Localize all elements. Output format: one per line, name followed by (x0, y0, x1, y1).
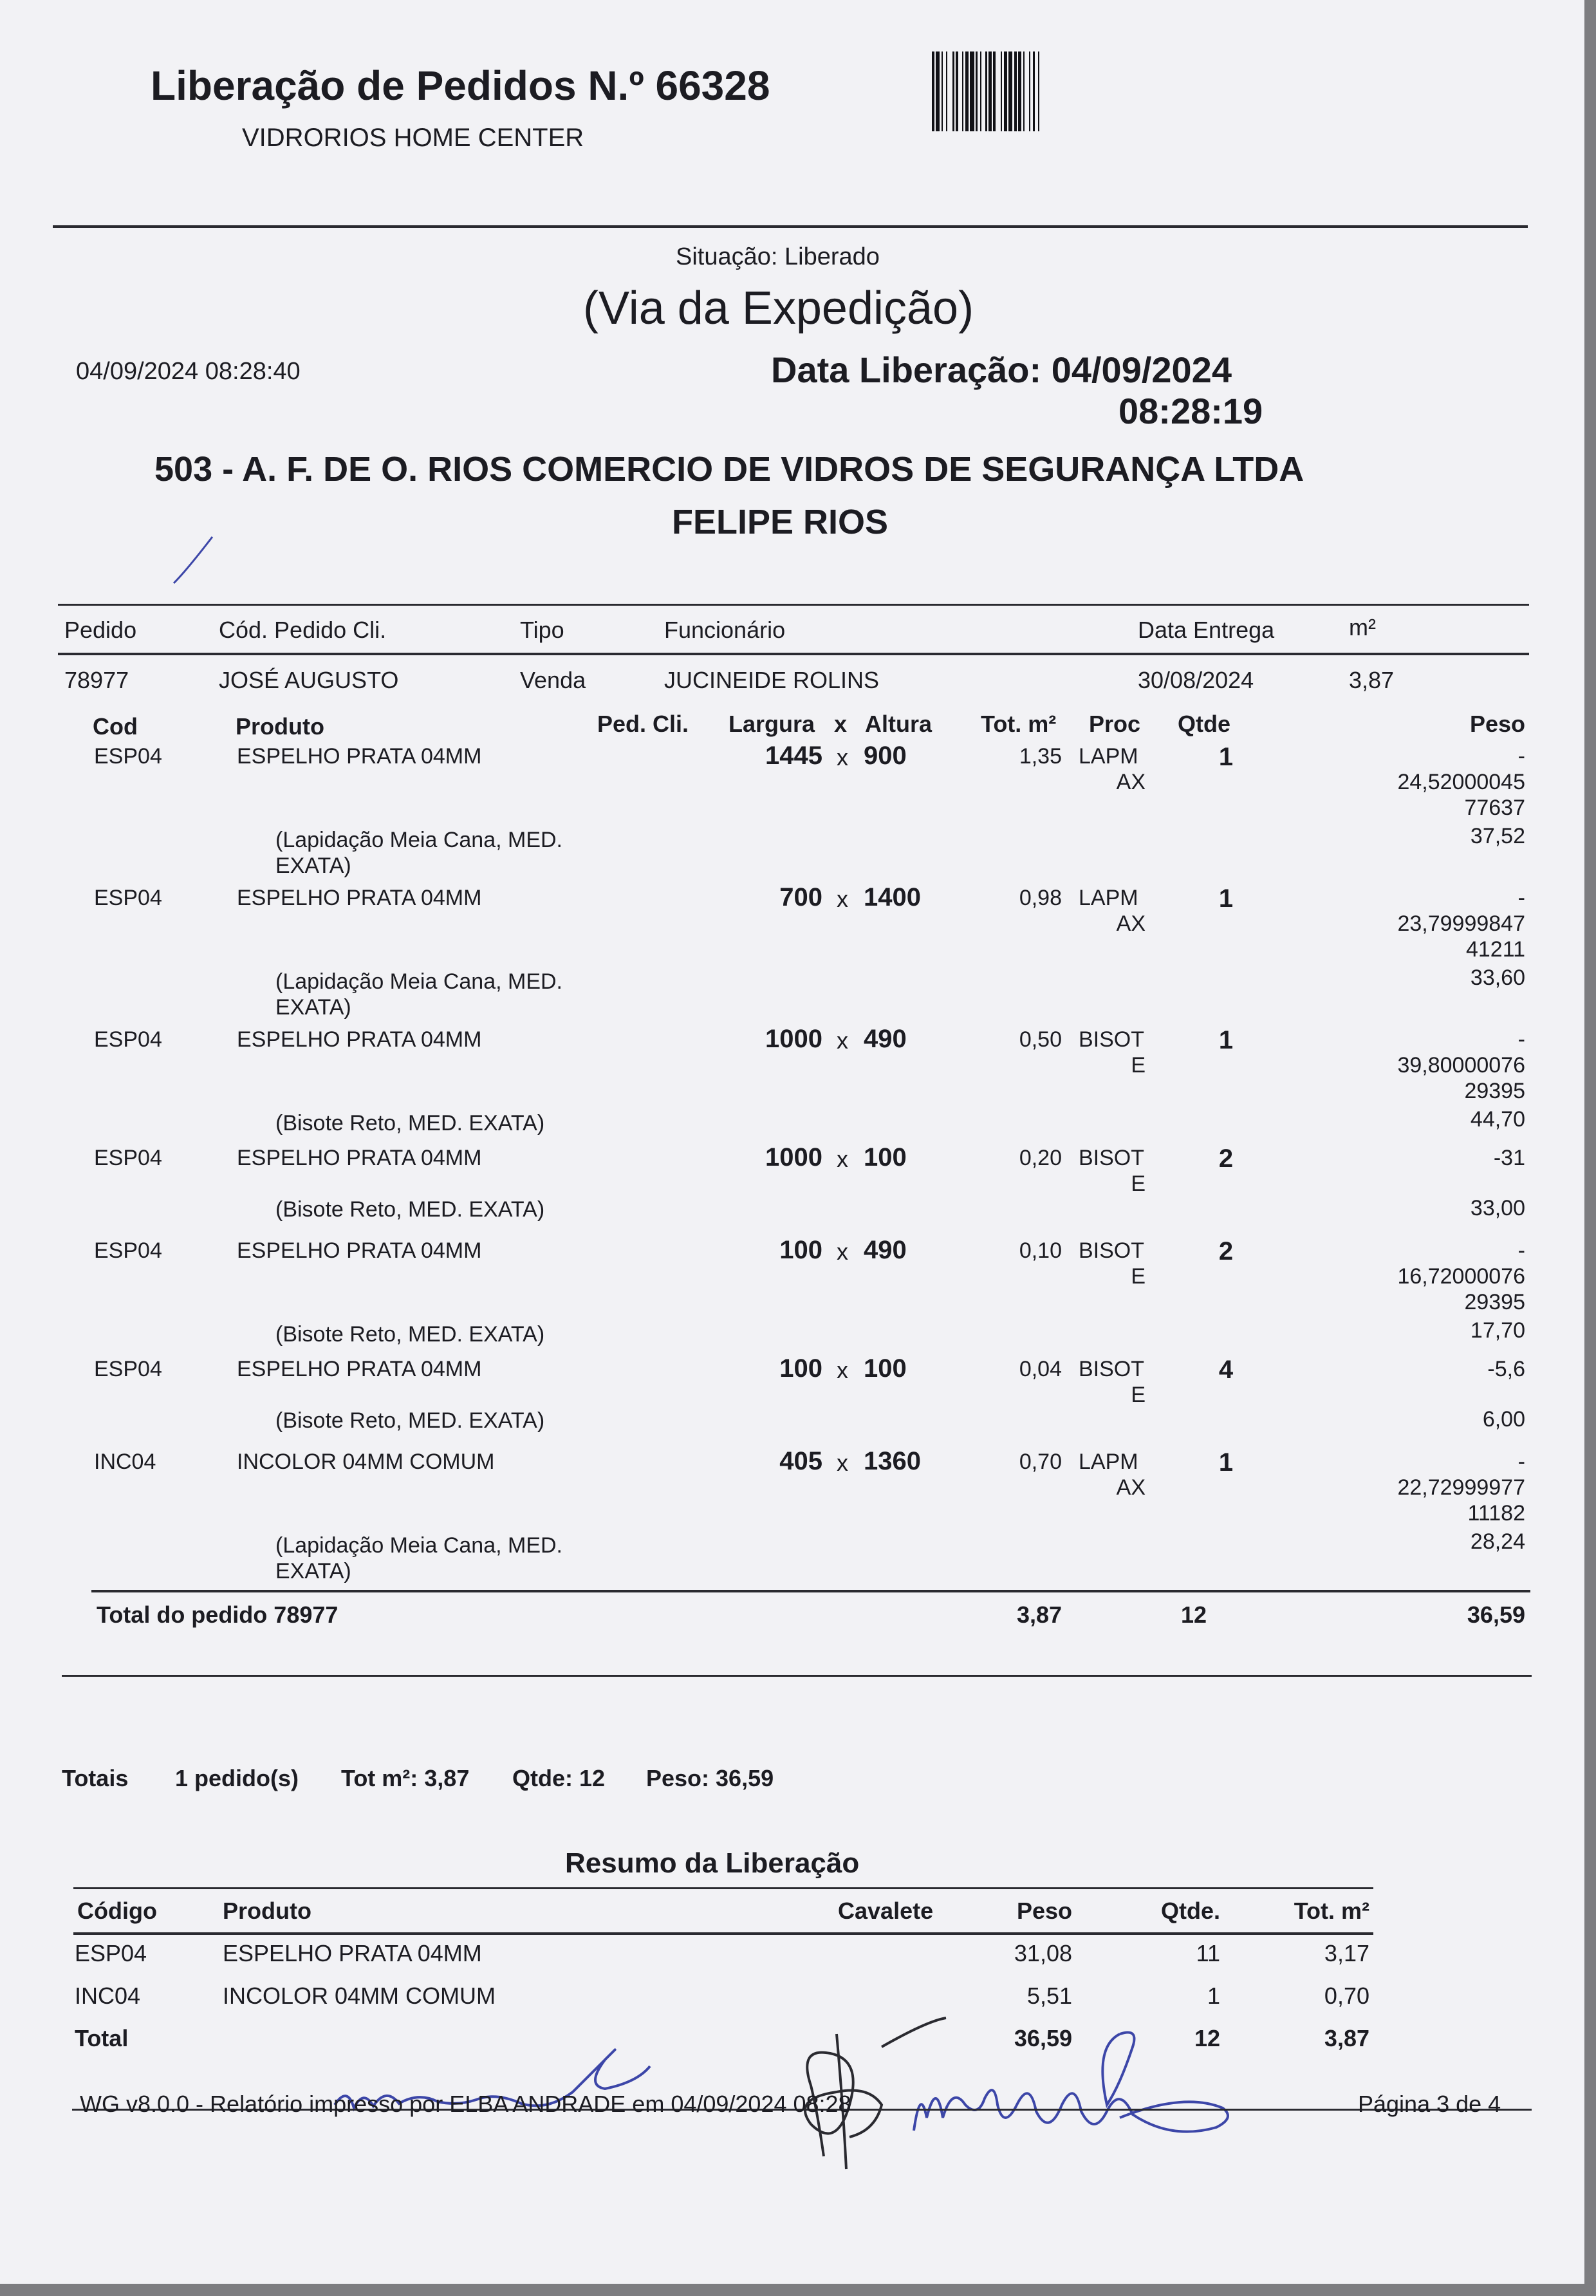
item-peso-line: 11182 (1467, 1501, 1525, 1526)
item-proc-line1: BISOT (1079, 1027, 1145, 1052)
item-tot-m2: 0,70 (1019, 1450, 1062, 1474)
item-product: ESPELHO PRATA 04MM (237, 1027, 482, 1052)
item-qtde: 1 (1218, 743, 1234, 771)
item-proc-line2: E (1131, 1264, 1146, 1289)
item-peso-line: 6,00 (1482, 1407, 1525, 1432)
summary-total-peso: 36,59 (1014, 2025, 1072, 2051)
item-peso-line: 77637 (1464, 796, 1525, 820)
item-peso-line: 16,72000076 (1397, 1264, 1525, 1289)
item-note: (Bisote Reto, MED. EXATA) (275, 1197, 545, 1222)
items-col-qtde: Qtde (1178, 711, 1231, 737)
item-proc-line2: AX (1116, 770, 1146, 794)
item-proc-line2: E (1131, 1383, 1146, 1407)
barcode-bar (962, 51, 963, 131)
item-code: ESP04 (94, 744, 162, 769)
item-proc-line2: AX (1116, 911, 1146, 936)
item-product: ESPELHO PRATA 04MM (237, 1357, 482, 1381)
item-product: ESPELHO PRATA 04MM (237, 744, 482, 769)
barcode-bar (936, 51, 940, 131)
item-proc-line2: AX (1116, 1475, 1146, 1500)
item-peso-line: 41211 (1465, 937, 1525, 962)
item-peso-line: - (1517, 886, 1525, 910)
item-note: (Lapidação Meia Cana, MED. (275, 969, 563, 994)
barcode-bar (952, 51, 954, 131)
barcode-bar (1029, 51, 1030, 131)
barcode-bar (976, 51, 978, 131)
col-pedido-label: Pedido (64, 617, 137, 643)
col-funcionario-label: Funcionário (664, 617, 786, 643)
via-label: (Via da Expedição) (583, 283, 974, 334)
summary-row-1-produto: ESPELHO PRATA 04MM (223, 1940, 482, 1966)
item-peso-line: 23,79999847 (1397, 911, 1525, 936)
items-col-ped-cli: Ped. Cli. (597, 711, 689, 737)
item-largura: 405 (779, 1447, 822, 1475)
summary-title: Resumo da Liberação (565, 1847, 860, 1879)
item-code: INC04 (94, 1450, 156, 1474)
item-peso-line: - (1517, 744, 1525, 769)
client-order-code: JOSÉ AUGUSTO (219, 667, 399, 693)
order-total-m2: 3,87 (1017, 1601, 1062, 1628)
items-col-produto: Produto (236, 713, 324, 740)
totals-label: Totais (62, 1765, 129, 1791)
item-peso-line: 33,60 (1470, 966, 1525, 990)
report-title: Liberação de Pedidos N.º 66328 (151, 62, 770, 109)
summary-header-rule (73, 1932, 1373, 1935)
summary-row-2-tot-m2: 0,70 (1324, 1983, 1369, 2009)
item-peso-line: 33,00 (1470, 1196, 1525, 1220)
summary-col-tot-m2: Tot. m² (1294, 1898, 1369, 1924)
item-peso-line: 22,72999977 (1397, 1475, 1525, 1500)
items-col-tot-m2: Tot. m² (981, 711, 1057, 737)
item-x-separator: x (837, 1238, 848, 1265)
item-qtde: 1 (1218, 1026, 1234, 1054)
totals-peso: Peso: 36,59 (646, 1765, 774, 1791)
item-peso-line: - (1517, 1027, 1525, 1052)
order-m2: 3,87 (1349, 667, 1395, 693)
item-peso-line: 29395 (1464, 1079, 1525, 1103)
totals-m2: Tot m²: 3,87 (341, 1765, 470, 1791)
item-peso-line: 39,80000076 (1397, 1053, 1525, 1078)
item-qtde: 4 (1218, 1356, 1234, 1384)
order-header-bottom-rule (58, 653, 1529, 655)
item-tot-m2: 0,04 (1019, 1357, 1062, 1381)
customer-name: 503 - A. F. DE O. RIOS COMERCIO DE VIDROS DE SEGURANÇA LTDA (154, 450, 1304, 489)
footer-printed-by: WG v8.0.0 - Relatório impresso por ELBA ANDRADE em 04/09/2024 08:28 (80, 2091, 851, 2117)
item-peso-line: 24,52000045 (1397, 770, 1525, 794)
item-note-continued: EXATA) (275, 854, 351, 878)
item-code: ESP04 (94, 1357, 162, 1381)
item-peso-line: - (1517, 1238, 1525, 1263)
items-col-altura: Altura (865, 711, 933, 737)
item-peso-line: 44,70 (1470, 1107, 1525, 1132)
order-number: 78977 (64, 667, 129, 693)
delivery-date: 30/08/2024 (1138, 667, 1254, 693)
barcode-bar (985, 51, 987, 131)
item-largura: 100 (779, 1236, 822, 1264)
item-altura: 100 (864, 1143, 907, 1171)
barcode-bar (1038, 51, 1039, 131)
item-tot-m2: 0,98 (1019, 886, 1062, 910)
barcode-bar (988, 51, 992, 131)
barcode-bar (993, 51, 996, 131)
item-x-separator: x (837, 1146, 848, 1172)
barcode-bar (942, 51, 943, 131)
summary-row-2-produto: INCOLOR 04MM COMUM (223, 1983, 496, 2009)
summary-row-1-codigo: ESP04 (75, 1940, 147, 1966)
summary-total-label: Total (75, 2025, 129, 2051)
item-largura: 100 (779, 1354, 822, 1383)
item-altura: 1360 (864, 1447, 921, 1475)
item-proc-line1: LAPM (1079, 886, 1138, 910)
item-largura: 1000 (765, 1025, 822, 1053)
barcode-image (932, 51, 1184, 131)
totals-pedidos: 1 pedido(s) (175, 1765, 299, 1791)
summary-col-peso: Peso (1016, 1898, 1072, 1924)
pen-tick-mark (167, 532, 219, 590)
col-cod-pedido-cli-label: Cód. Pedido Cli. (219, 617, 387, 643)
item-peso-line: 29395 (1464, 1290, 1525, 1314)
item-largura: 700 (779, 883, 822, 911)
summary-col-cavalete: Cavalete (838, 1898, 934, 1924)
customer-contact: FELIPE RIOS (672, 503, 889, 541)
item-note-continued: EXATA) (275, 1559, 351, 1583)
barcode-bar (1008, 51, 1012, 131)
item-altura: 490 (864, 1236, 907, 1264)
items-col-cod: Cod (93, 713, 138, 740)
summary-top-rule (73, 1887, 1373, 1889)
item-tot-m2: 0,10 (1019, 1238, 1062, 1263)
item-code: ESP04 (94, 1027, 162, 1052)
item-product: ESPELHO PRATA 04MM (237, 1146, 482, 1170)
item-tot-m2: 1,35 (1019, 744, 1062, 769)
item-x-separator: x (837, 886, 848, 912)
item-code: ESP04 (94, 1146, 162, 1170)
barcode-bar (956, 51, 958, 131)
situation-label: Situação: Liberado (676, 243, 880, 270)
col-tipo-label: Tipo (520, 617, 564, 643)
summary-row-1-peso: 31,08 (1014, 1940, 1072, 1966)
order-total-peso: 36,59 (1467, 1601, 1525, 1628)
item-proc-line1: LAPM (1079, 1450, 1138, 1474)
item-peso-line: 28,24 (1470, 1529, 1525, 1554)
order-section-end-rule (62, 1675, 1532, 1677)
item-note: (Bisote Reto, MED. EXATA) (275, 1111, 545, 1135)
item-note: (Lapidação Meia Cana, MED. (275, 828, 563, 852)
item-proc-line2: E (1131, 1171, 1146, 1196)
summary-total-tot-m2: 3,87 (1324, 2025, 1369, 2051)
order-header-top-rule (58, 604, 1529, 606)
item-proc-line1: BISOT (1079, 1238, 1145, 1263)
order-total-qtde: 12 (1180, 1601, 1207, 1628)
item-x-separator: x (837, 1357, 848, 1383)
footer-page-number: Página 3 de 4 (1358, 2091, 1501, 2117)
printed-datetime: 04/09/2024 08:28:40 (76, 358, 301, 385)
barcode-bar (970, 51, 974, 131)
item-altura: 490 (864, 1025, 907, 1053)
item-qtde: 1 (1218, 1448, 1234, 1477)
item-qtde: 2 (1218, 1237, 1234, 1265)
items-col-largura: Largura (728, 711, 815, 737)
item-peso-line: 37,52 (1470, 824, 1525, 848)
summary-col-qtde: Qtde. (1160, 1898, 1220, 1924)
item-altura: 900 (864, 742, 907, 770)
items-col-peso: Peso (1469, 711, 1525, 737)
item-product: ESPELHO PRATA 04MM (237, 1238, 482, 1263)
company-name: VIDRORIOS HOME CENTER (242, 124, 584, 152)
item-product: INCOLOR 04MM COMUM (237, 1450, 495, 1474)
summary-row-2-peso: 5,51 (1026, 1983, 1072, 2009)
items-col-x: x (834, 711, 848, 737)
item-code: ESP04 (94, 1238, 162, 1263)
item-tot-m2: 0,50 (1019, 1027, 1062, 1052)
item-proc-line1: LAPM (1079, 744, 1138, 769)
item-proc-line1: BISOT (1079, 1146, 1145, 1170)
item-peso-line: -5,6 (1487, 1357, 1525, 1381)
summary-total-qtde: 12 (1194, 2025, 1220, 2051)
summary-row-1-qtde: 11 (1196, 1940, 1220, 1966)
item-peso-line: -31 (1493, 1146, 1525, 1170)
item-code: ESP04 (94, 886, 162, 910)
item-peso-line: - (1517, 1450, 1525, 1474)
order-type: Venda (520, 667, 586, 693)
barcode-bar (1018, 51, 1021, 131)
item-largura: 1445 (765, 742, 822, 770)
item-qtde: 1 (1218, 884, 1234, 913)
item-altura: 100 (864, 1354, 907, 1383)
item-note: (Bisote Reto, MED. EXATA) (275, 1322, 545, 1347)
item-proc-line1: BISOT (1079, 1357, 1145, 1381)
barcode-bar (1023, 51, 1025, 131)
item-x-separator: x (837, 1027, 848, 1054)
barcode-bar (1033, 51, 1035, 131)
barcode-bar (1014, 51, 1017, 131)
items-col-proc: Proc (1089, 711, 1141, 737)
header-divider (53, 225, 1528, 228)
item-largura: 1000 (765, 1143, 822, 1171)
item-note-continued: EXATA) (275, 995, 351, 1020)
totals-qtde: Qtde: 12 (512, 1765, 606, 1791)
item-x-separator: x (837, 1450, 848, 1476)
summary-col-codigo: Código (77, 1898, 157, 1924)
barcode-bar (980, 51, 981, 131)
item-x-separator: x (837, 744, 848, 770)
barcode-bar (946, 51, 947, 131)
item-note: (Bisote Reto, MED. EXATA) (275, 1408, 545, 1433)
col-data-entrega-label: Data Entrega (1138, 617, 1275, 643)
item-peso-line: 17,70 (1470, 1318, 1525, 1343)
summary-row-2-codigo: INC04 (75, 1983, 141, 2009)
order-total-rule (91, 1590, 1530, 1592)
item-altura: 1400 (864, 883, 921, 911)
release-time: 08:28:19 (1118, 391, 1263, 431)
item-qtde: 2 (1218, 1144, 1234, 1173)
employee-name: JUCINEIDE ROLINS (664, 667, 880, 693)
summary-row-2-qtde: 1 (1207, 1983, 1220, 2009)
item-note: (Lapidação Meia Cana, MED. (275, 1533, 563, 1558)
barcode-bar (1001, 51, 1002, 131)
item-proc-line2: E (1131, 1053, 1146, 1078)
summary-col-produto: Produto (223, 1898, 311, 1924)
summary-row-1-tot-m2: 3,17 (1324, 1940, 1369, 1966)
barcode-bar (1004, 51, 1007, 131)
release-date: Data Liberação: 04/09/2024 (771, 350, 1232, 390)
col-m2-label: m² (1349, 614, 1376, 640)
item-product: ESPELHO PRATA 04MM (237, 886, 482, 910)
item-tot-m2: 0,20 (1019, 1146, 1062, 1170)
barcode-bar (932, 51, 934, 131)
barcode-bar (965, 51, 969, 131)
order-total-label: Total do pedido 78977 (97, 1601, 339, 1628)
